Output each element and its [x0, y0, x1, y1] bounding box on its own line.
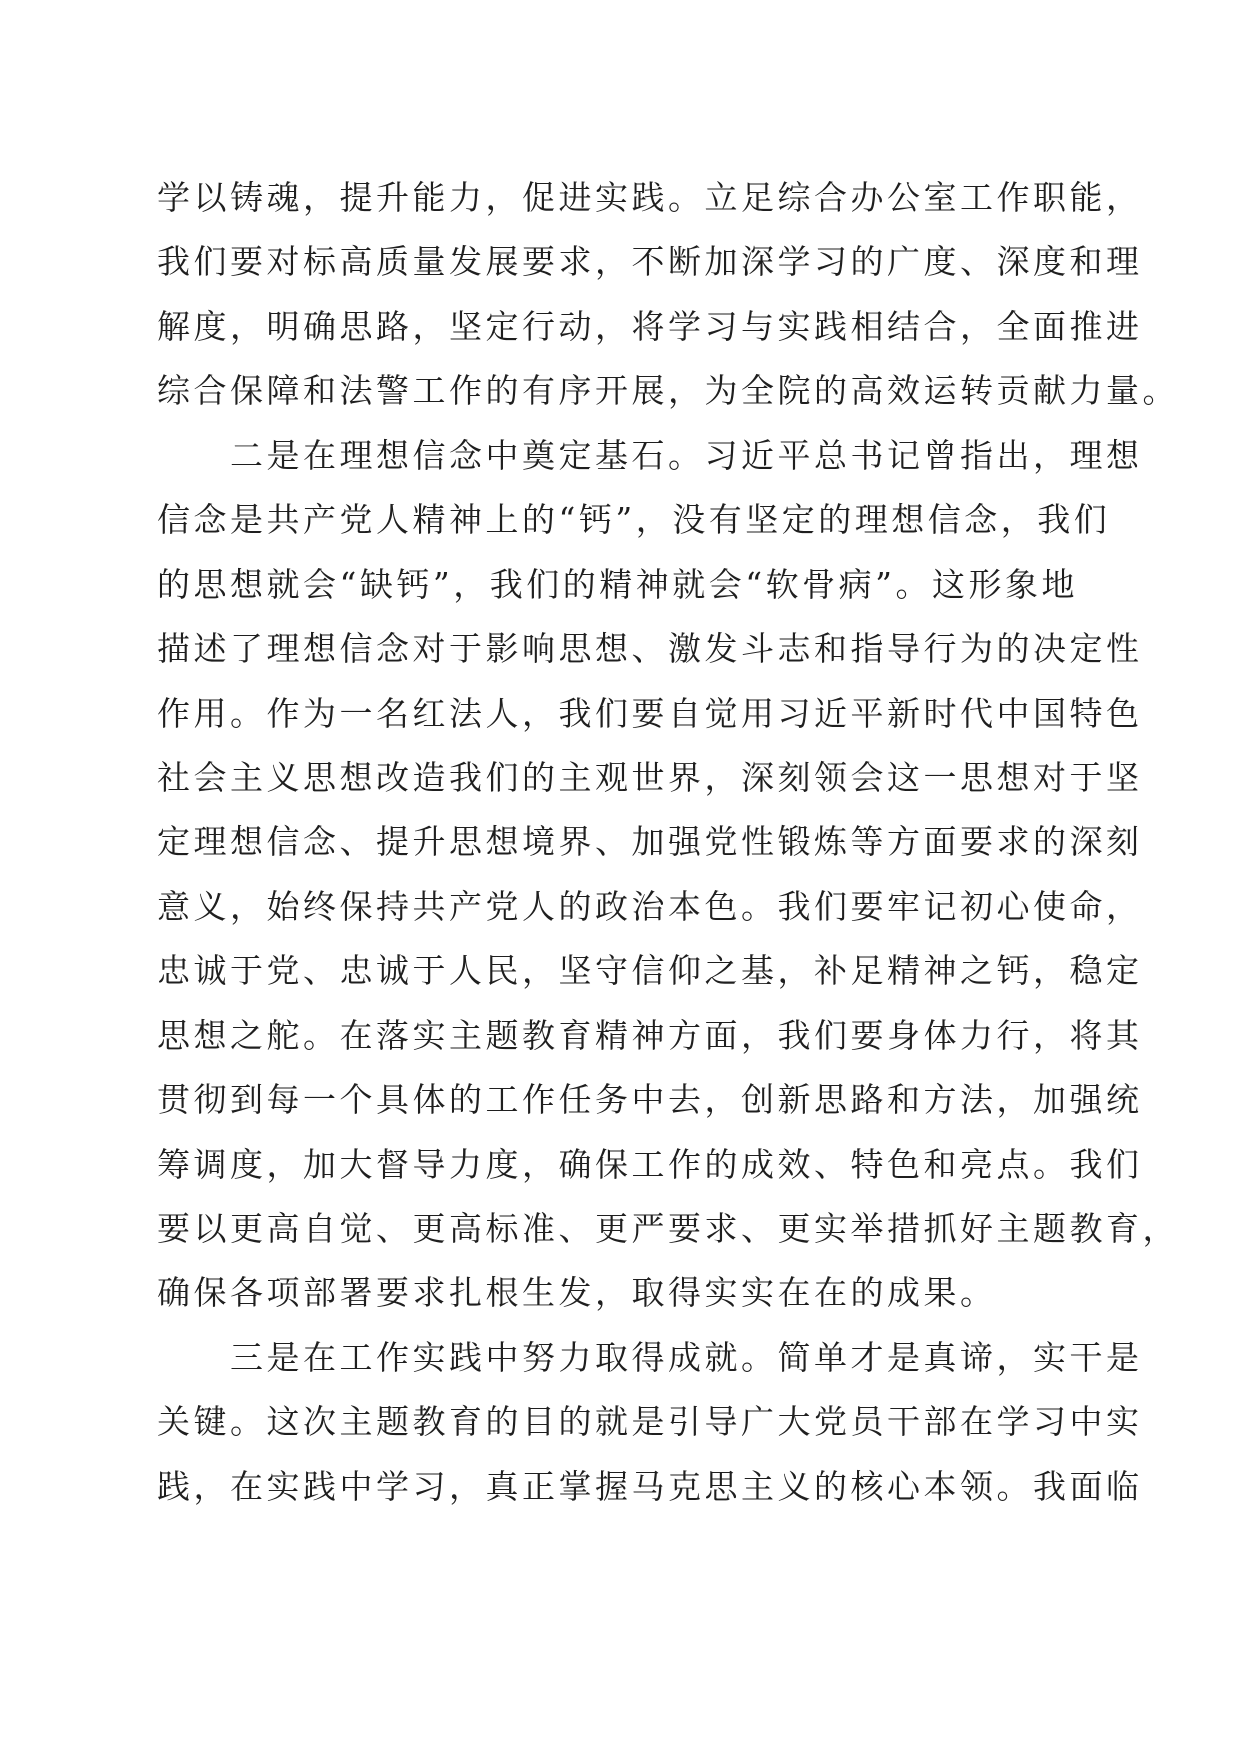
text-line: 信念是共产党人精神上的“钙”，没有坚定的理想信念，我们 — [157, 500, 1111, 540]
text-line: 综合保障和法警工作的有序开展，为全院的高效运转贡献力量。 — [157, 371, 1179, 411]
text-line: 思想之舵。在落实主题教育精神方面，我们要身体力行，将其 — [157, 1015, 1143, 1055]
text-line: 忠诚于党、忠诚于人民，坚守信仰之基，补足精神之钙，稳定 — [157, 951, 1143, 991]
text-line: 解度，明确思路，坚定行动，将学习与实践相结合，全面推进 — [157, 306, 1143, 346]
text-line: 社会主义思想改造我们的主观世界，深刻领会这一思想对于坚 — [157, 757, 1143, 797]
text-line: 定理想信念、提升思想境界、加强党性锻炼等方面要求的深刻 — [157, 822, 1143, 862]
paragraph-start-line: 二是在理想信念中奠定基石。习近平总书记曾指出，理想 — [157, 435, 1143, 475]
text-line: 作用。作为一名红法人，我们要自觉用习近平新时代中国特色 — [157, 693, 1143, 733]
paragraph-start-line: 三是在工作实践中努力取得成就。简单才是真谛，实干是 — [157, 1337, 1143, 1377]
text-line: 的思想就会“缺钙”，我们的精神就会“软骨病”。这形象地 — [157, 564, 1078, 604]
text-line: 我们要对标高质量发展要求，不断加深学习的广度、深度和理 — [157, 242, 1143, 282]
text-line: 意义，始终保持共产党人的政治本色。我们要牢记初心使命， — [157, 886, 1143, 926]
text-line: 确保各项部署要求扎根生发，取得实实在在的成果。 — [157, 1273, 997, 1313]
text-line: 描述了理想信念对于影响思想、激发斗志和指导行为的决定性 — [157, 629, 1143, 669]
text-line: 贯彻到每一个具体的工作任务中去，创新思路和方法，加强统 — [157, 1080, 1143, 1120]
text-line: 学以铸魂，提升能力，促进实践。立足综合办公室工作职能， — [157, 178, 1143, 217]
text-line: 践，在实践中学习，真正掌握马克思主义的核心本领。我面临 — [157, 1466, 1143, 1506]
body-text — [157, 166, 1179, 1519]
text-line: 筹调度，加大督导力度，确保工作的成效、特色和亮点。我们 — [157, 1144, 1143, 1184]
text-line: 关键。这次主题教育的目的就是引导广大党员干部在学习中实 — [157, 1402, 1143, 1442]
text-line: 要以更高自觉、更高标准、更严要求、更实举措抓好主题教育， — [157, 1209, 1179, 1248]
